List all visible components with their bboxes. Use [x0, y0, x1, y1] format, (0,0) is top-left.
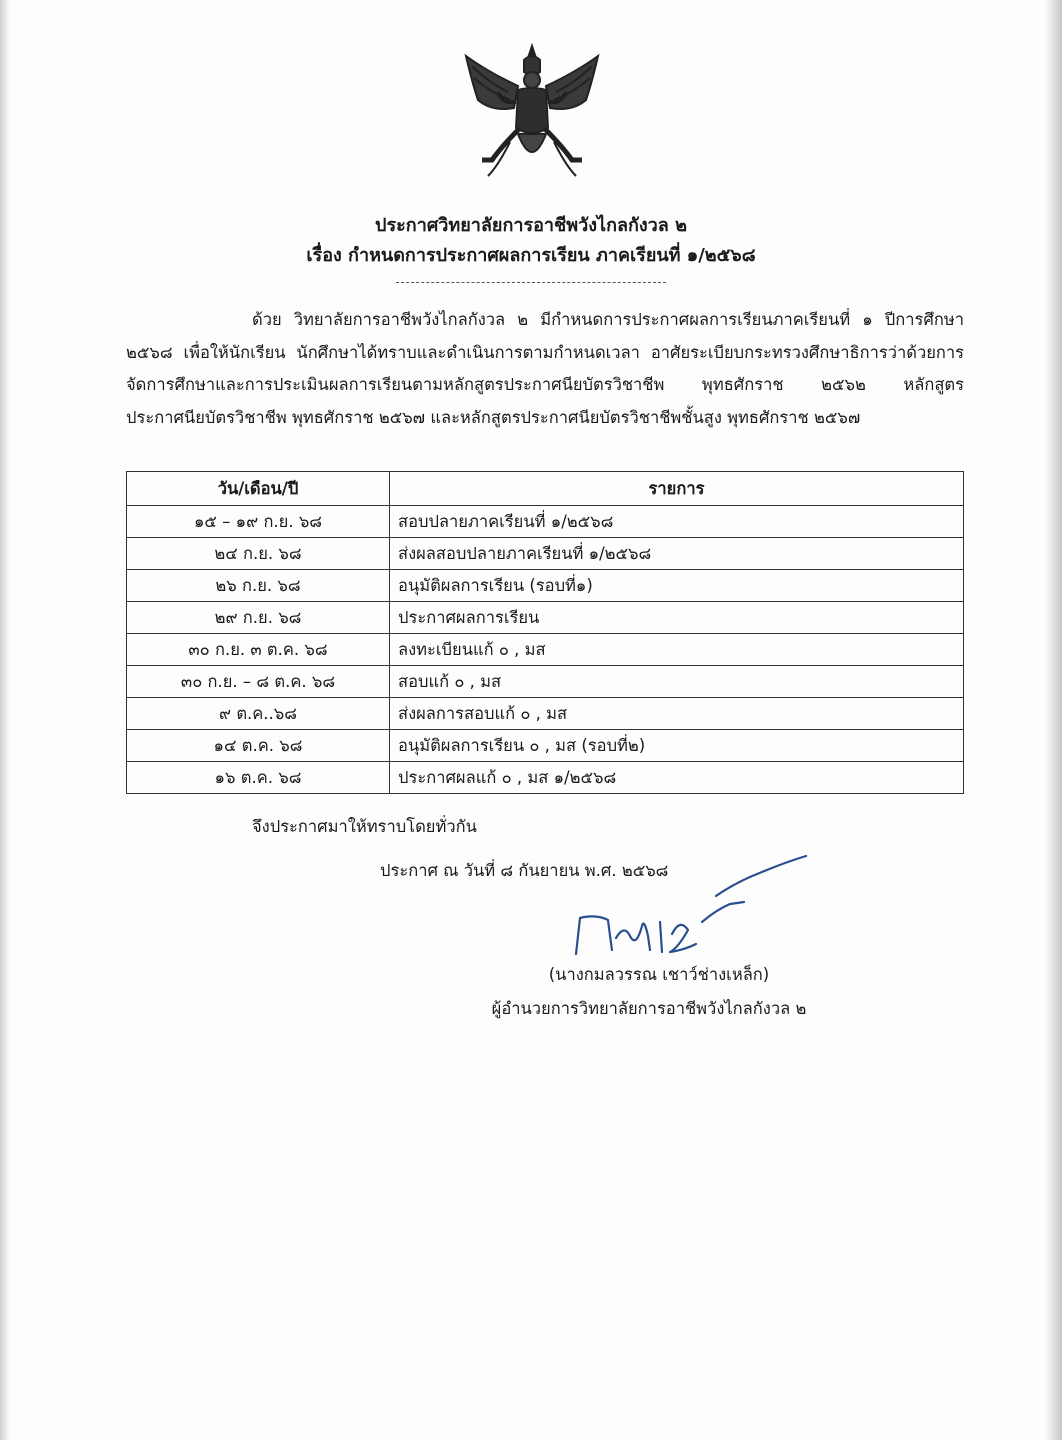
announcement-date: ประกาศ ณ วันที่ ๘ กันยายน พ.ศ. ๒๕๖๘: [380, 861, 669, 880]
row-date: ๙ ต.ค..๖๘: [127, 698, 390, 730]
table-row: [127, 538, 964, 570]
schedule-table: [126, 471, 964, 794]
table-row: [127, 666, 964, 698]
announcement-title: ประกาศวิทยาลัยการอาชีพวังไกลกังวล ๒: [375, 215, 687, 236]
row-item: ลงทะเบียนแก้ ๐ , มส: [390, 634, 964, 666]
table-row: [127, 506, 964, 538]
table-row: [127, 602, 964, 634]
row-item: อนุมัติผลการเรียน ๐ , มส (รอบที่๒): [390, 730, 964, 762]
table-row: [127, 570, 964, 602]
table-row: [127, 730, 964, 762]
row-item: สอบแก้ ๐ , มส: [390, 666, 964, 698]
row-date: ๓๐ ก.ย. – ๘ ต.ค. ๖๘: [127, 666, 390, 698]
row-date: ๑๕ – ๑๙ ก.ย. ๖๘: [127, 506, 390, 538]
row-item: ประกาศผลการเรียน: [390, 602, 964, 634]
row-date: ๓๐ ก.ย. ๓ ต.ค. ๖๘: [127, 634, 390, 666]
table-row: [127, 762, 964, 794]
table-row: [127, 634, 964, 666]
row-item: ประกาศผลแก้ ๐ , มส ๑/๒๕๖๘: [390, 762, 964, 794]
announcement-subject: เรื่อง กำหนดการประกาศผลการเรียน ภาคเรียนที่ ๑/๒๕๖๘: [306, 245, 756, 266]
signer-position: ผู้อำนวยการวิทยาลัยการอาชีพวังไกลกังวล ๒: [491, 999, 807, 1018]
row-date: ๑๖ ต.ค. ๖๘: [127, 762, 390, 794]
row-item: ส่งผลการสอบแก้ ๐ , มส: [390, 698, 964, 730]
title-divider: [396, 282, 666, 283]
row-date: ๒๔ ก.ย. ๖๘: [127, 538, 390, 570]
signature-icon: [566, 852, 816, 964]
table-row: [127, 698, 964, 730]
header-item: รายการ: [390, 472, 964, 506]
header-date: วัน/เดือน/ปี: [127, 472, 390, 506]
row-item: สอบปลายภาคเรียนที่ ๑/๒๕๖๘: [390, 506, 964, 538]
row-date: ๒๖ ก.ย. ๖๘: [127, 570, 390, 602]
row-item: ส่งผลสอบปลายภาคเรียนที่ ๑/๒๕๖๘: [390, 538, 964, 570]
closing-statement: จึงประกาศมาให้ทราบโดยทั่วกัน: [252, 817, 477, 836]
row-date: ๒๙ ก.ย. ๖๘: [127, 602, 390, 634]
signer-name: (นางกมลวรรณ เชาว์ช่างเหล็ก): [548, 965, 770, 984]
row-date: ๑๔ ต.ค. ๖๘: [127, 730, 390, 762]
garuda-emblem-icon: [458, 42, 606, 182]
row-item: อนุมัติผลการเรียน (รอบที่๑): [390, 570, 964, 602]
announcement-body: ด้วย วิทยาลัยการอาชีพวังไกลกังวล ๒ มีกำหนดการประกาศผลการเรียนภาคเรียนที่ ๑ ปีการศึกษา ๒๕๖๘ เพื่อให้นักเรียน นักศึกษาได้ทราบและดำเนินการตามกำหนดเวลา อาศัยระเบียบกระทรวงศึกษาธิการว่าด้วยการจัดการศึกษาและการประเมินผลการเรียนตามหลักสูตรประกาศนียบัตรวิชาชีพ พุทธศักราช ๒๕๖๒ หลักสูตรประกาศนียบัตรวิชาชีพ พุทธศักราช ๒๕๖๗ และหลักสูตรประกาศนียบัตรวิชาชีพชั้นสูง พุทธศักราช ๒๕๖๗: [126, 310, 964, 427]
table-header-row: [127, 472, 964, 506]
